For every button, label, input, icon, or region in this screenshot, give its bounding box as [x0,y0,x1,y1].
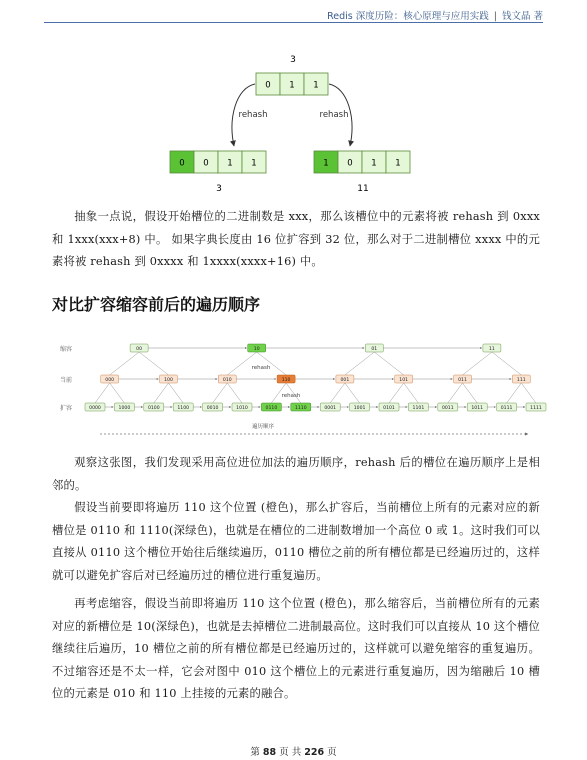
paragraph-observe-text: 观察这张图，我们发现采用高位进位加法的遍历顺序，rehash 后的槽位在遍历顺序上是相邻的。 [52,456,540,492]
expand-slot-value: 1011 [471,406,484,411]
paragraph-abstract [52,206,540,274]
current-slot-value: 011 [458,378,467,383]
shrink-slot-value: 00 [136,347,143,352]
expand-slot-value: 1111 [530,406,542,411]
expand-slot-value: 0100 [147,406,160,411]
top-slot-cells [256,73,328,95]
left-slot-label: 3 [216,184,222,194]
top-slot-label: 3 [290,55,296,65]
expand-slot-value: 0111 [500,406,513,411]
expand-slot-value: 0011 [441,406,454,411]
expand-slot-value: 0101 [383,406,395,411]
paragraph-abstract-text: 抽象一点说，假设开始槽位的二进制数是 xxx，那么该槽位中的元素将被 rehash 到 0xxx 和 1xxx(xxx+8) 中。 如果字典长度由 16 位扩容到 32 位，那么对于二进制槽位 xxxx 中的元素将被 rehash 到 0xxxx 和 1xxxx(xxxx+16) 中。 [52,210,540,268]
paragraph-expand-text: 假设当前要即将遍历 110 这个位置 (橙色)，那么扩容后，当前槽位上所有的元素对应的新槽位是 0110 和 1110(深绿色)，也就是在槽位的二进制数增加一个高位 0 或 1。这时我们可以直接从 0110 这个槽位开始往后继续遍历，0110 槽位之前的所有槽位都是已经遍历过的，这样就可以避免扩容后对已经遍历过的槽位进行重复遍历。 [52,501,540,582]
left-slot-cell-value: 1 [227,158,233,169]
rehash-label-up: rehash [251,365,271,371]
current-slot-value: 101 [399,378,409,383]
row-label-shrink: 缩容 [59,346,73,353]
current-slot-value: 001 [340,378,350,383]
current-slot-value: 100 [164,378,173,383]
right-slot-cell-value: 1 [323,158,329,169]
shrink-slot-value: 10 [253,347,260,352]
rehash-split-diagram [170,55,410,194]
current-slot-value: 110 [281,378,291,383]
right-slot-cells [314,151,410,173]
paragraph-observe [52,452,540,497]
page-footer [0,744,587,758]
paragraph-shrink-text: 再考虑缩容，假设当前即将遍历 110 这个位置 (橙色)，那么缩容后，当前槽位所有的元素对应的新槽位是 10(深绿色)，也就是去掉槽位二进制最高位。这时我们可以直接从 10 这个槽位继续往后遍历，10 槽位之前的所有槽位都是已经遍历过的，这样就可以避免缩容的重复遍历。不过缩容还是不太一样，它会对图中 010 这个槽位上的元素进行重复遍历，因为缩融后 10 槽位的元素是 010 和 110 上挂接的元素的融合。 [52,597,540,700]
right-slot-cell-value: 0 [347,158,353,169]
total-pages: 226 [304,747,325,758]
left-slot-cell-value: 1 [251,158,257,169]
top-slot-cell-value: 1 [289,80,295,91]
current-page-number: 88 [262,747,277,758]
section-title: 对比扩容缩容前后的遍历顺序 [52,295,261,314]
expand-slot-value: 0000 [89,406,101,411]
row-label-expand: 扩容 [59,405,73,412]
expand-slot-value: 1100 [177,406,190,411]
book-title: Redis 深度历险：核心原理与应用实践 [327,11,489,22]
left-slot-cell-value: 0 [179,158,185,169]
expand-slot-value: 1010 [236,406,248,411]
header-separator: | [493,11,497,22]
paragraph-shrink [52,593,540,706]
right-rehash-label: rehash [319,110,349,120]
paragraph-expand [52,497,540,587]
right-slot-label: 11 [357,184,369,194]
diagram2-background [52,333,540,443]
expand-slot-value: 0001 [324,406,337,411]
rehash-label-down: rehash [281,393,301,399]
expand-slot-value: 1110 [294,406,307,411]
footer-prefix: 第 [250,747,260,758]
footer-suffix: 页 [327,747,337,758]
current-slot-value: 010 [222,378,232,383]
shrink-slot-value: 11 [488,347,495,352]
right-slot-cell-value: 1 [371,158,377,169]
footer-middle: 页 共 [279,747,302,758]
top-slot-cell-value: 0 [265,80,271,91]
left-slot-cell-value: 0 [203,158,209,169]
book-author: 钱文晶 著 [501,11,543,22]
expand-slot-value: 1000 [118,406,131,411]
expand-slot-value: 0110 [265,406,278,411]
current-slot-value: 000 [105,378,115,383]
top-slot-cell-value: 1 [313,80,319,91]
shrink-slot-value: 01 [371,347,378,352]
expand-slot-value: 0010 [206,406,219,411]
right-slot-cell-value: 1 [395,158,401,169]
traversal-order-diagram [52,333,546,443]
row-label-current: 当前 [59,377,73,384]
traversal-order-label: 遍历顺序 [251,424,275,430]
expand-slot-value: 1101 [412,406,425,411]
expand-slot-value: 1001 [353,406,366,411]
current-slot-value: 111 [516,378,526,383]
left-slot-cells [170,151,266,173]
left-rehash-label: rehash [238,110,268,120]
